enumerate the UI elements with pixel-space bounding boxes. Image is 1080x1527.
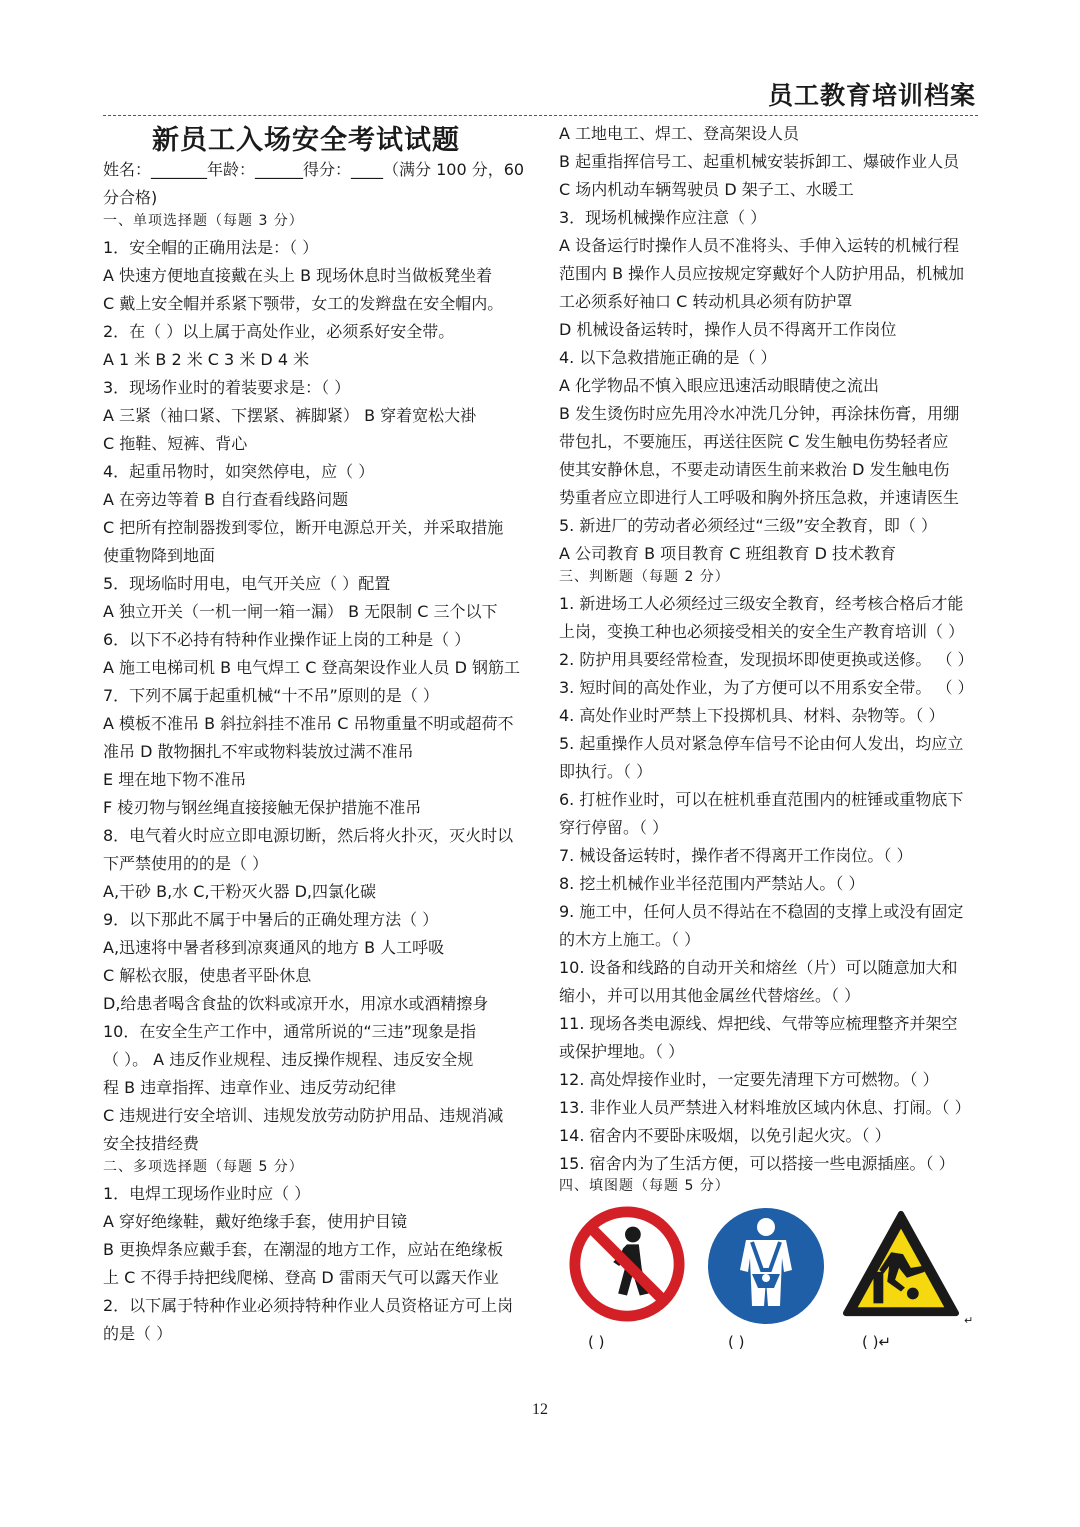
beware-falling-sign-icon	[842, 1208, 960, 1320]
question-line: A 在旁边等着 B 自行查看线路问题	[103, 490, 349, 509]
question-line: 2．以下属于特种作业必须持特种作业人员资格证方可上岗	[103, 1296, 514, 1315]
question-line: 9. 施工中，任何人员不得站在不稳固的支撑上或没有固定	[559, 902, 964, 921]
question-line: D 机械设备运转时，操作人员不得离开工作岗位	[559, 320, 897, 339]
question-line: 12. 高处焊接作业时，一定要先清理下方可燃物。（ ）	[559, 1070, 939, 1089]
question-line: 的是（ ）	[103, 1324, 173, 1343]
question-line: 11. 现场各类电源线、焊把线、气带等应梳理整齐并架空	[559, 1014, 958, 1033]
question-line: C 把所有控制器拨到零位，断开电源总开关，并采取措施	[103, 518, 504, 537]
page-number: 12	[532, 1401, 548, 1418]
question-line: 6. 打桩作业时，可以在桩机垂直范围内的桩锤或重物底下	[559, 790, 964, 809]
archive-header-title: 员工教育培训档案	[767, 81, 976, 110]
question-line: 5. 起重操作人员对紧急停车信号不论由何人发出，均应立	[559, 734, 964, 753]
question-line: 14. 宿舍内不要卧床吸烟，以免引起火灾。（ ）	[559, 1126, 891, 1145]
question-line: A,迅速将中暑者移到凉爽通风的地方 B 人工呼吸	[103, 938, 445, 957]
question-line: 程 B 违章指挥、违章作业、违反劳动纪律	[103, 1078, 397, 1097]
question-line: 8. 挖土机械作业半径范围内严禁站人。（ ）	[559, 874, 865, 893]
question-line: 穿行停留。（ ）	[559, 818, 669, 837]
question-line: 5．现场临时用电，电气开关应（ ）配置	[103, 574, 391, 593]
question-line: 7．下列不属于起重机械“十不吊”原则的是（ ）	[103, 686, 439, 705]
question-line: （ ）。 A 违反作业规程、违反操作规程、违反安全规	[103, 1050, 474, 1069]
question-line: 9．以下那此不属于中暑后的正确处理方法（ ）	[103, 910, 439, 929]
question-line: 1. 新进场工人必须经过三级安全教育，经考核合格后才能	[559, 594, 964, 613]
question-line: 10．在安全生产工作中，通常所说的“三违”现象是指	[103, 1022, 476, 1041]
question-line: C 拖鞋、短裤、背心	[103, 434, 248, 453]
question-line: 13. 非作业人员严禁进入材料堆放区域内休息、打闹。（ ）	[559, 1098, 971, 1117]
question-line: 上岗，变换工种也必须接受相关的安全生产教育培训（ ）	[559, 622, 965, 641]
question-line: C 解松衣服，使患者平卧休息	[103, 966, 312, 985]
question-line: A 穿好绝缘鞋，戴好绝缘手套，使用护目镜	[103, 1212, 408, 1231]
question-line: 使重物降到地面	[103, 546, 216, 565]
question-line: A 工地电工、焊工、登高架设人员	[559, 124, 800, 143]
question-line: 10. 设备和线路的自动开关和熔丝（片）可以随意加大和	[559, 958, 958, 977]
question-line: 即执行。（ ）	[559, 762, 653, 781]
paragraph-mark: ↵	[964, 1314, 974, 1327]
question-line: A 设备运行时操作人员不准将头、手伸入运转的机械行程	[559, 236, 960, 255]
question-line: A 独立开关（一机一闸一箱一漏） B 无限制 C 三个以下	[103, 602, 498, 621]
question-line: A 化学物品不慎入眼应迅速活动眼睛使之流出	[559, 376, 880, 395]
question-line: 势重者应立即进行人工呼吸和胸外挤压急救，并速请医生	[559, 488, 960, 507]
question-line: 15. 宿舍内为了生活方便，可以搭接一些电源插座。（ ）	[559, 1154, 955, 1173]
question-line: C 戴上安全帽并系紧下颚带，女工的发辫盘在安全帽内。	[103, 294, 504, 313]
question-line: 使其安静休息，不要走动请医生前来救治 D 发生触电伤	[559, 460, 950, 479]
question-line: 上 C 不得手持把线爬梯、登高 D 雷雨天气可以露天作业	[103, 1268, 499, 1287]
question-line: A 模板不准吊 B 斜拉斜挂不准吊 C 吊物重量不明或超荷不	[103, 714, 514, 733]
exam-title: 新员工入场安全考试试题	[152, 125, 460, 156]
question-line: B 起重指挥信号工、起重机械安装拆卸工、爆破作业人员	[559, 152, 960, 171]
question-line: A 施工电梯司机 B 电气焊工 C 登高架设作业人员 D 钢筋工	[103, 658, 521, 677]
question-line: 的木方上施工。（ ）	[559, 930, 701, 949]
question-line: 2．在（ ）以上属于高处作业，必须系好安全带。	[103, 322, 455, 341]
question-line: E 埋在地下物不准吊	[103, 770, 247, 789]
question-line: A 快速方便地直接戴在头上 B 现场休息时当做板凳坐着	[103, 266, 493, 285]
question-line: 工必须系好袖口 C 转动机具必须有防护罩	[559, 292, 853, 311]
question-line: 4．起重吊物时，如突然停电，应（ ）	[103, 462, 375, 481]
question-line: 准吊 D 散物捆扎不牢或物料装放过满不准吊	[103, 742, 414, 761]
question-line: 带包扎，不要施压，再送往医院 C 发生触电伤势轻者应	[559, 432, 949, 451]
question-line: D,给患者喝含食盐的饮料或凉开水，用凉水或酒精擦身	[103, 994, 489, 1013]
question-line: 8．电气着火时应立即电源切断，然后将火扑灭，灭火时以	[103, 826, 514, 845]
question-line: 2. 防护用具要经常检查，发现损坏即使更换或送修。 （ ）	[559, 650, 974, 669]
section-heading: 二、多项选择题（每题 5 分）	[103, 1159, 304, 1175]
question-line: A 公司教育 B 项目教育 C 班组教育 D 技术教育	[559, 544, 897, 563]
question-line: C 违规进行安全培训、违规发放劳动防护用品、违规消减	[103, 1106, 504, 1125]
question-line: 1．电焊工现场作业时应（ ）	[103, 1184, 311, 1203]
question-line: 或保护埋地。（ ）	[559, 1042, 685, 1061]
section-heading: 一、单项选择题（每题 3 分）	[103, 213, 304, 229]
question-line: A 三紧（袖口紧、下摆紧、裤脚紧） B 穿着宽松大褂	[103, 406, 477, 425]
question-line: 4. 以下急救措施正确的是（ ）	[559, 348, 777, 367]
question-line: B 更换焊条应戴手套，在潮湿的地方工作，应站在绝缘板	[103, 1240, 504, 1259]
question-line: 姓名：_______年龄：______得分：____（满分 100 分，60	[103, 160, 525, 179]
question-line: 5. 新进厂的劳动者必须经过“三级”安全教育，即（ ）	[559, 516, 938, 535]
header-divider	[103, 115, 978, 116]
question-line: 1．安全帽的正确用法是：（ ）	[103, 238, 319, 257]
question-line: 下严禁使用的的是（ ）	[103, 854, 269, 873]
wear-safety-harness-sign-icon	[706, 1206, 826, 1326]
question-line: C 场内机动车辆驾驶员 D 架子工、水暖工	[559, 180, 854, 199]
question-line: 安全技措经费	[103, 1134, 200, 1153]
question-line: A,干砂 B,水 C,干粉灭火器 D,四氯化碳	[103, 882, 377, 901]
question-line: 6．以下不必持有特种作业操作证上岗的工种是（ ）	[103, 630, 471, 649]
question-line: 3．现场作业时的着装要求是：（ ）	[103, 378, 351, 397]
sign-2-answer-blank: ( )	[728, 1333, 745, 1351]
question-line: 3．现场机械操作应注意（ ）	[559, 208, 767, 227]
question-line: 缩小，并可以用其他金属丝代替熔丝。（ ）	[559, 986, 861, 1005]
question-line: 7. 械设备运转时，操作者不得离开工作岗位。（ ）	[559, 846, 913, 865]
sign-1-answer-blank: ( )	[588, 1333, 605, 1351]
question-line: 3. 短时间的高处作业，为了方便可以不用系安全带。 （ ）	[559, 678, 974, 697]
no-pedestrian-sign-icon	[568, 1205, 686, 1323]
question-line: 4. 高处作业时严禁上下投掷机具、材料、杂物等。（ ）	[559, 706, 945, 725]
question-line: 范围内 B 操作人员应按规定穿戴好个人防护用品，机械加	[559, 264, 965, 283]
question-line: F 棱刃物与钢丝绳直接接触无保护措施不准吊	[103, 798, 422, 817]
question-line: 分合格)	[103, 188, 158, 207]
question-line: B 发生烫伤时应先用冷水冲洗几分钟，再涂抹伤膏，用绷	[559, 404, 960, 423]
section-heading: 四、填图题（每题 5 分）	[559, 1178, 730, 1194]
sign-3-answer-blank: ( )↵	[862, 1333, 892, 1351]
section-heading: 三、判断题（每题 2 分）	[559, 569, 730, 585]
question-line: A 1 米 B 2 米 C 3 米 D 4 米	[103, 350, 310, 369]
